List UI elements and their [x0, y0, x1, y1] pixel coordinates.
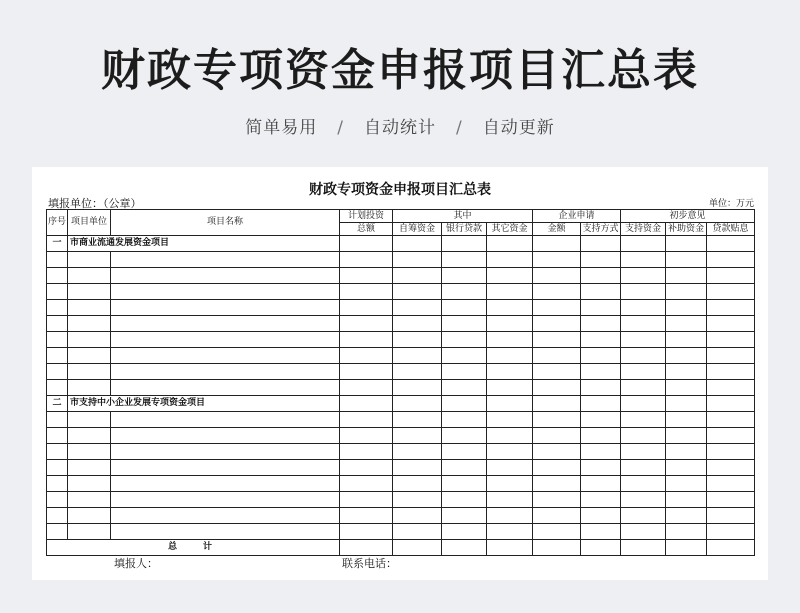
- table-cell[interactable]: [666, 476, 707, 492]
- table-cell[interactable]: [393, 396, 442, 412]
- separator: /: [337, 118, 344, 138]
- table-cell[interactable]: [533, 268, 581, 284]
- table-cell[interactable]: [533, 316, 581, 332]
- table-cell[interactable]: [393, 316, 442, 332]
- table-cell[interactable]: [68, 508, 111, 524]
- currency-unit-label: 单位：万元: [708, 199, 754, 209]
- table-cell[interactable]: [533, 428, 581, 444]
- table-cell[interactable]: [666, 412, 707, 428]
- table-cell[interactable]: [487, 412, 533, 428]
- table-cell[interactable]: [581, 332, 621, 348]
- table-cell[interactable]: [581, 476, 621, 492]
- table-row: [47, 332, 755, 348]
- table-cell[interactable]: [340, 284, 393, 300]
- table-cell[interactable]: [666, 428, 707, 444]
- table-cell[interactable]: [621, 316, 666, 332]
- table-cell[interactable]: [666, 460, 707, 476]
- table-cell[interactable]: [111, 332, 340, 348]
- table-cell[interactable]: [487, 492, 533, 508]
- feature-easy: 简单易用: [245, 118, 318, 138]
- table-cell[interactable]: [666, 508, 707, 524]
- table-cell[interactable]: [68, 380, 111, 396]
- table-cell[interactable]: [666, 492, 707, 508]
- header-row-top: [47, 210, 755, 223]
- table-cell[interactable]: [340, 300, 393, 316]
- table-cell[interactable]: [47, 284, 68, 300]
- table-cell[interactable]: [707, 444, 755, 460]
- table-cell[interactable]: [533, 348, 581, 364]
- table-cell[interactable]: [487, 508, 533, 524]
- table-cell[interactable]: [111, 460, 340, 476]
- table-cell[interactable]: [621, 268, 666, 284]
- table-cell[interactable]: [47, 476, 68, 492]
- table-cell[interactable]: [47, 524, 68, 540]
- table-cell[interactable]: [442, 252, 487, 268]
- table-cell[interactable]: [666, 268, 707, 284]
- table-cell[interactable]: [340, 380, 393, 396]
- table-cell[interactable]: [442, 348, 487, 364]
- table-cell[interactable]: [707, 268, 755, 284]
- feature-auto-update: 自动更新: [482, 118, 555, 138]
- table-cell[interactable]: [487, 236, 533, 252]
- total-cell[interactable]: [393, 540, 442, 556]
- table-row: [47, 444, 755, 460]
- table-cell[interactable]: [393, 380, 442, 396]
- table-cell[interactable]: [707, 380, 755, 396]
- table-cell[interactable]: [68, 524, 111, 540]
- table-cell[interactable]: [340, 316, 393, 332]
- table-cell[interactable]: [47, 316, 68, 332]
- table-cell[interactable]: [68, 428, 111, 444]
- total-cell[interactable]: [621, 540, 666, 556]
- table-cell[interactable]: [533, 412, 581, 428]
- table-cell[interactable]: [487, 396, 533, 412]
- table-cell[interactable]: [111, 508, 340, 524]
- table-cell[interactable]: [666, 364, 707, 380]
- table-cell[interactable]: [111, 524, 340, 540]
- table-cell[interactable]: [533, 444, 581, 460]
- table-cell[interactable]: [47, 332, 68, 348]
- table-cell[interactable]: [581, 268, 621, 284]
- table-cell[interactable]: [111, 316, 340, 332]
- table-row: [47, 460, 755, 476]
- total-cell[interactable]: [666, 540, 707, 556]
- table-cell[interactable]: [340, 444, 393, 460]
- table-cell[interactable]: [68, 316, 111, 332]
- total-cell[interactable]: [707, 540, 755, 556]
- table-cell[interactable]: [621, 476, 666, 492]
- table-cell[interactable]: [621, 460, 666, 476]
- col-loan-interest: 贷款贴息: [707, 223, 755, 236]
- feature-tagline: [0, 113, 800, 138]
- table-cell[interactable]: [68, 332, 111, 348]
- table-cell[interactable]: [393, 476, 442, 492]
- table-row: [47, 284, 755, 300]
- table-cell[interactable]: [533, 396, 581, 412]
- table-cell[interactable]: [47, 412, 68, 428]
- table-cell[interactable]: [666, 252, 707, 268]
- table-row: [47, 492, 755, 508]
- table-cell[interactable]: [487, 524, 533, 540]
- table-cell[interactable]: [707, 348, 755, 364]
- section-name: 市支持中小企业发展专项资金项目: [68, 396, 340, 412]
- table-cell[interactable]: [533, 364, 581, 380]
- table-cell[interactable]: [442, 300, 487, 316]
- table-cell[interactable]: [340, 268, 393, 284]
- table-cell[interactable]: [111, 252, 340, 268]
- table-cell[interactable]: [581, 236, 621, 252]
- table-cell[interactable]: [442, 316, 487, 332]
- table-cell[interactable]: [666, 300, 707, 316]
- table-cell[interactable]: [707, 412, 755, 428]
- table-cell[interactable]: [393, 332, 442, 348]
- table-cell[interactable]: [533, 380, 581, 396]
- table-cell[interactable]: [442, 524, 487, 540]
- col-subsidy-funds: 补助资金: [666, 223, 707, 236]
- table-cell[interactable]: [393, 364, 442, 380]
- table-cell[interactable]: [707, 492, 755, 508]
- table-cell[interactable]: [340, 428, 393, 444]
- table-cell[interactable]: [442, 236, 487, 252]
- table-cell[interactable]: [340, 364, 393, 380]
- table-cell[interactable]: [393, 460, 442, 476]
- table-cell[interactable]: [487, 348, 533, 364]
- table-cell[interactable]: [487, 476, 533, 492]
- table-cell[interactable]: [47, 252, 68, 268]
- table-row: [47, 268, 755, 284]
- table-cell[interactable]: [47, 460, 68, 476]
- section-name: 市商业流通发展资金项目: [68, 236, 340, 252]
- table-cell[interactable]: [621, 412, 666, 428]
- table-row: [47, 348, 755, 364]
- table-cell[interactable]: [533, 492, 581, 508]
- table-cell[interactable]: [340, 460, 393, 476]
- table-row: [47, 300, 755, 316]
- table-cell[interactable]: [393, 300, 442, 316]
- table-cell[interactable]: [111, 476, 340, 492]
- table-cell[interactable]: [621, 492, 666, 508]
- table-cell[interactable]: [707, 316, 755, 332]
- table-cell[interactable]: [707, 364, 755, 380]
- section-seq: 一: [47, 236, 68, 252]
- table-cell[interactable]: [707, 396, 755, 412]
- table-cell[interactable]: [68, 284, 111, 300]
- col-name-header: 项目名称: [111, 210, 340, 236]
- table-cell[interactable]: [707, 284, 755, 300]
- total-cell[interactable]: [442, 540, 487, 556]
- table-cell[interactable]: [340, 348, 393, 364]
- table-cell[interactable]: [707, 236, 755, 252]
- table-row: [47, 428, 755, 444]
- table-cell[interactable]: [487, 364, 533, 380]
- table-cell[interactable]: [393, 348, 442, 364]
- table-cell[interactable]: [340, 332, 393, 348]
- table-cell[interactable]: [666, 396, 707, 412]
- table-cell[interactable]: [707, 476, 755, 492]
- col-unit-header: 项目单位: [68, 210, 111, 236]
- table-cell[interactable]: [68, 268, 111, 284]
- total-label: 总计: [47, 540, 340, 556]
- table-cell[interactable]: [666, 316, 707, 332]
- table-cell[interactable]: [666, 444, 707, 460]
- table-cell[interactable]: [581, 348, 621, 364]
- table-cell[interactable]: [442, 380, 487, 396]
- table-cell[interactable]: [621, 284, 666, 300]
- table-cell[interactable]: [442, 428, 487, 444]
- table-cell[interactable]: [393, 428, 442, 444]
- total-cell[interactable]: [533, 540, 581, 556]
- table-cell[interactable]: [533, 332, 581, 348]
- table-cell[interactable]: [487, 332, 533, 348]
- table-row: [47, 380, 755, 396]
- table-cell[interactable]: [707, 252, 755, 268]
- table-cell[interactable]: [393, 412, 442, 428]
- table-cell[interactable]: [442, 396, 487, 412]
- phone-label: 联系电话：: [342, 557, 397, 570]
- table-cell[interactable]: [111, 284, 340, 300]
- table-cell[interactable]: [533, 524, 581, 540]
- table-cell[interactable]: [68, 476, 111, 492]
- table-cell[interactable]: [666, 332, 707, 348]
- table-row: [47, 412, 755, 428]
- table-cell[interactable]: [621, 524, 666, 540]
- table-cell[interactable]: [581, 444, 621, 460]
- table-cell[interactable]: [68, 348, 111, 364]
- spreadsheet-preview: [32, 167, 768, 580]
- table-cell[interactable]: [340, 476, 393, 492]
- table-cell[interactable]: [621, 300, 666, 316]
- table-cell[interactable]: [111, 364, 340, 380]
- filler-label: 填报人：: [114, 557, 158, 570]
- table-cell[interactable]: [581, 524, 621, 540]
- table-cell[interactable]: [581, 460, 621, 476]
- total-cell[interactable]: [340, 540, 393, 556]
- table-cell[interactable]: [111, 268, 340, 284]
- table-cell[interactable]: [707, 332, 755, 348]
- col-support-funds: 支持资金: [621, 223, 666, 236]
- table-cell[interactable]: [442, 444, 487, 460]
- table-cell[interactable]: [621, 236, 666, 252]
- table-cell[interactable]: [581, 428, 621, 444]
- feature-auto-stats: 自动统计: [364, 118, 436, 138]
- table-cell[interactable]: [581, 316, 621, 332]
- table-cell[interactable]: [111, 412, 340, 428]
- table-cell[interactable]: [340, 492, 393, 508]
- table-cell[interactable]: [393, 524, 442, 540]
- table-cell[interactable]: [47, 492, 68, 508]
- table-cell[interactable]: [487, 428, 533, 444]
- table-cell[interactable]: [340, 508, 393, 524]
- col-amount: 金额: [533, 223, 581, 236]
- col-plan-header: 计划投资: [340, 210, 393, 223]
- table-row: [47, 508, 755, 524]
- table-cell[interactable]: [487, 252, 533, 268]
- table-cell[interactable]: [533, 476, 581, 492]
- table-cell[interactable]: [47, 428, 68, 444]
- table-cell[interactable]: [68, 460, 111, 476]
- table-row: [47, 364, 755, 380]
- table-cell[interactable]: [707, 524, 755, 540]
- table-cell[interactable]: [487, 444, 533, 460]
- section-seq: 二: [47, 396, 68, 412]
- table-cell[interactable]: [442, 412, 487, 428]
- table-cell[interactable]: [340, 252, 393, 268]
- table-cell[interactable]: [621, 348, 666, 364]
- table-cell[interactable]: [707, 300, 755, 316]
- table-cell[interactable]: [47, 364, 68, 380]
- table-cell[interactable]: [581, 252, 621, 268]
- table-cell[interactable]: [393, 508, 442, 524]
- table-cell[interactable]: [666, 524, 707, 540]
- section-row: [47, 236, 755, 252]
- table-cell[interactable]: [68, 252, 111, 268]
- table-cell[interactable]: [442, 268, 487, 284]
- col-plan-total: 总额: [340, 223, 393, 236]
- table-cell[interactable]: [68, 364, 111, 380]
- table-cell[interactable]: [621, 252, 666, 268]
- table-cell[interactable]: [581, 380, 621, 396]
- table-cell[interactable]: [707, 428, 755, 444]
- table-cell[interactable]: [621, 396, 666, 412]
- table-cell[interactable]: [487, 300, 533, 316]
- col-seq-header: 序号: [47, 210, 68, 236]
- table-cell[interactable]: [68, 492, 111, 508]
- table-cell[interactable]: [340, 236, 393, 252]
- col-apply-header: 企业申请: [533, 210, 621, 223]
- table-cell[interactable]: [487, 380, 533, 396]
- col-opinion-header: 初步意见: [621, 210, 755, 223]
- table-cell[interactable]: [442, 332, 487, 348]
- table-cell[interactable]: [393, 444, 442, 460]
- table-cell[interactable]: [666, 236, 707, 252]
- table-cell[interactable]: [47, 444, 68, 460]
- table-cell[interactable]: [487, 268, 533, 284]
- table-cell[interactable]: [393, 236, 442, 252]
- table-cell[interactable]: [533, 460, 581, 476]
- table-cell[interactable]: [581, 300, 621, 316]
- table-cell[interactable]: [393, 252, 442, 268]
- table-cell[interactable]: [393, 284, 442, 300]
- table-cell[interactable]: [581, 364, 621, 380]
- summary-table: [46, 209, 755, 556]
- table-cell[interactable]: [533, 300, 581, 316]
- table-cell[interactable]: [393, 492, 442, 508]
- total-row: [47, 540, 755, 556]
- table-cell[interactable]: [47, 268, 68, 284]
- col-support-method: 支持方式: [582, 223, 619, 234]
- table-cell[interactable]: [707, 460, 755, 476]
- table-cell[interactable]: [442, 508, 487, 524]
- table-cell[interactable]: [442, 364, 487, 380]
- separator: /: [456, 118, 463, 138]
- table-cell[interactable]: [340, 396, 393, 412]
- table-cell[interactable]: [621, 444, 666, 460]
- table-cell[interactable]: [581, 492, 621, 508]
- table-row: [47, 316, 755, 332]
- table-cell[interactable]: [621, 380, 666, 396]
- table-cell[interactable]: [442, 284, 487, 300]
- table-cell[interactable]: [47, 380, 68, 396]
- col-self-funds: 自筹资金: [393, 223, 442, 236]
- table-cell[interactable]: [581, 412, 621, 428]
- section-row: [47, 396, 755, 412]
- table-cell[interactable]: [533, 508, 581, 524]
- page-title: 财政专项资金申报项目汇总表: [101, 45, 699, 96]
- table-cell[interactable]: [111, 300, 340, 316]
- table-cell[interactable]: [68, 300, 111, 316]
- col-other-funds: 其它资金: [487, 223, 533, 236]
- table-cell[interactable]: [47, 508, 68, 524]
- table-cell[interactable]: [340, 524, 393, 540]
- reporting-unit-label: 填报单位：（公章）: [48, 197, 142, 210]
- table-cell[interactable]: [111, 380, 340, 396]
- table-cell[interactable]: [393, 268, 442, 284]
- table-cell[interactable]: [111, 444, 340, 460]
- table-row: [47, 252, 755, 268]
- table-row: [47, 524, 755, 540]
- table-cell[interactable]: [621, 364, 666, 380]
- table-cell[interactable]: [340, 412, 393, 428]
- table-cell[interactable]: [533, 252, 581, 268]
- table-cell[interactable]: [442, 492, 487, 508]
- table-cell[interactable]: [68, 412, 111, 428]
- sheet-title: 财政专项资金申报项目汇总表: [309, 182, 491, 198]
- col-bank-loan: 银行贷款: [442, 223, 487, 236]
- table-cell[interactable]: [666, 284, 707, 300]
- table-cell[interactable]: [621, 428, 666, 444]
- table-cell[interactable]: [581, 508, 621, 524]
- table-cell[interactable]: [581, 284, 621, 300]
- table-cell[interactable]: [111, 428, 340, 444]
- table-cell[interactable]: [68, 444, 111, 460]
- col-among-header: 其中: [393, 210, 533, 223]
- table-cell[interactable]: [442, 476, 487, 492]
- table-cell[interactable]: [442, 460, 487, 476]
- table-cell[interactable]: [666, 380, 707, 396]
- total-cell[interactable]: [581, 540, 621, 556]
- table-cell[interactable]: [533, 284, 581, 300]
- table-cell[interactable]: [47, 348, 68, 364]
- table-cell[interactable]: [621, 332, 666, 348]
- table-row: [47, 476, 755, 492]
- table-cell[interactable]: [487, 284, 533, 300]
- table-cell[interactable]: [111, 492, 340, 508]
- table-cell[interactable]: [111, 348, 340, 364]
- table-cell[interactable]: [47, 300, 68, 316]
- table-cell[interactable]: [707, 508, 755, 524]
- table-cell[interactable]: [666, 348, 707, 364]
- total-cell[interactable]: [487, 540, 533, 556]
- table-cell[interactable]: [581, 396, 621, 412]
- table-cell[interactable]: [533, 236, 581, 252]
- table-cell[interactable]: [621, 508, 666, 524]
- table-cell[interactable]: [487, 460, 533, 476]
- table-cell[interactable]: [487, 316, 533, 332]
